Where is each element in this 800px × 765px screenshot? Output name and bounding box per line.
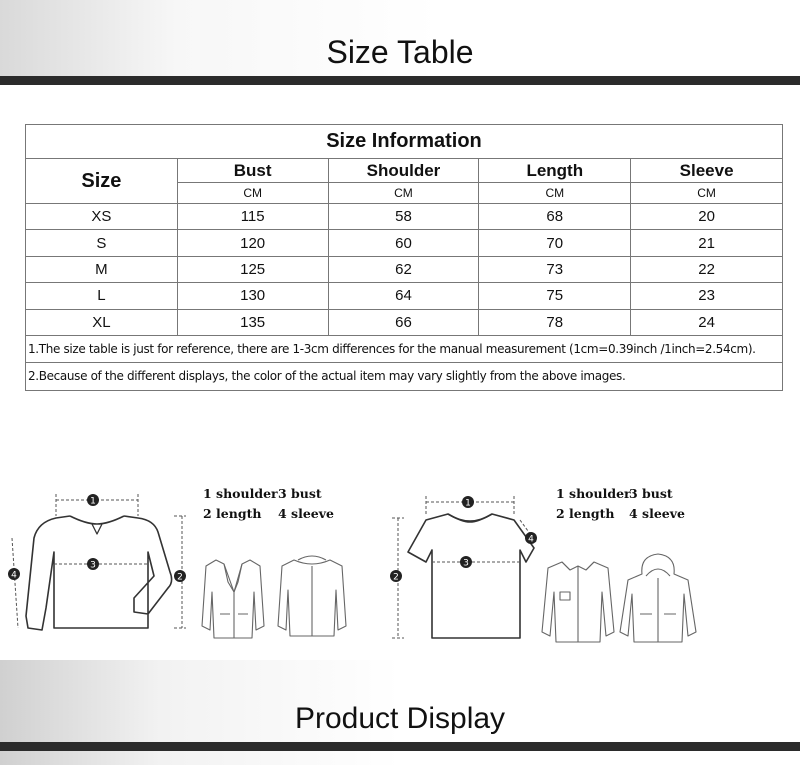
table-row xyxy=(26,204,783,230)
legend-bust: 3 bust xyxy=(629,486,673,501)
cell-sleeve: 20 xyxy=(631,204,783,230)
svg-text:3: 3 xyxy=(463,558,469,569)
table-row xyxy=(26,283,783,309)
legend-bust: 3 bust xyxy=(278,486,322,501)
column-header-length: Length xyxy=(479,159,631,183)
legend-left xyxy=(203,486,343,526)
marker-4 xyxy=(8,568,20,581)
cell-bust: 125 xyxy=(177,256,328,282)
legend-sleeve: 4 sleeve xyxy=(629,506,685,521)
cell-bust: 130 xyxy=(177,283,328,309)
svg-text:1: 1 xyxy=(465,498,471,509)
table-row xyxy=(26,256,783,282)
table-title: Size Information xyxy=(26,125,783,159)
sweater-outline xyxy=(26,516,172,630)
legend-sleeve: 4 sleeve xyxy=(278,506,334,521)
footer-divider xyxy=(0,742,800,751)
unit-bust: CM xyxy=(177,183,328,204)
svg-text:2: 2 xyxy=(177,572,183,583)
cell-shoulder: 58 xyxy=(328,204,479,230)
marker-2 xyxy=(174,570,186,583)
legend-shoulder: 1 shoulder xyxy=(203,486,278,501)
cell-shoulder: 64 xyxy=(328,283,479,309)
cell-size: M xyxy=(26,256,178,282)
legend-length: 2 length xyxy=(203,506,262,521)
unit-length: CM xyxy=(479,183,631,204)
jacket-sketches xyxy=(198,552,348,644)
cell-sleeve: 22 xyxy=(631,256,783,282)
marker-4 xyxy=(525,532,537,545)
legend-shoulder: 1 shoulder xyxy=(556,486,631,501)
table-row xyxy=(26,309,783,335)
cell-bust: 120 xyxy=(177,230,328,256)
sweater-collar xyxy=(70,516,124,524)
cell-length: 75 xyxy=(479,283,631,309)
svg-text:3: 3 xyxy=(90,560,96,571)
size-column-header: Size xyxy=(26,159,178,204)
sleeve-line xyxy=(12,538,18,628)
column-header-row xyxy=(26,159,783,183)
table-row xyxy=(26,230,783,256)
cell-shoulder: 62 xyxy=(328,256,479,282)
section-title: Product Display xyxy=(294,702,506,735)
marker-3 xyxy=(460,556,472,569)
cell-sleeve: 21 xyxy=(631,230,783,256)
marker-1 xyxy=(87,494,99,507)
svg-text:4: 4 xyxy=(11,570,17,581)
cell-length: 70 xyxy=(479,230,631,256)
page-title: Size Table xyxy=(326,34,474,70)
cell-shoulder: 66 xyxy=(328,309,479,335)
note-row xyxy=(26,335,783,362)
legend-right xyxy=(556,486,696,526)
table-title-row xyxy=(26,125,783,159)
cell-sleeve: 24 xyxy=(631,309,783,335)
marker-2 xyxy=(390,570,402,583)
blazer-sketch xyxy=(202,560,264,638)
note-reference: 1.The size table is just for reference, there are 1-3cm differences for the manual measurement (1cm=0.39inch /1inch=2.54cm). xyxy=(26,335,783,362)
unit-sleeve: CM xyxy=(631,183,783,204)
cell-size: XS xyxy=(26,204,178,230)
cell-sleeve: 23 xyxy=(631,283,783,309)
cell-bust: 135 xyxy=(177,309,328,335)
shirt-hoodie-sketches xyxy=(540,552,700,646)
column-header-shoulder: Shoulder xyxy=(328,159,479,183)
svg-text:4: 4 xyxy=(528,534,534,545)
column-header-bust: Bust xyxy=(177,159,328,183)
cell-shoulder: 60 xyxy=(328,230,479,256)
cell-bust: 115 xyxy=(177,204,328,230)
size-table xyxy=(25,124,783,391)
header-divider xyxy=(0,76,800,85)
cell-length: 78 xyxy=(479,309,631,335)
legend-length: 2 length xyxy=(556,506,615,521)
marker-3 xyxy=(87,558,99,571)
cell-size: XL xyxy=(26,309,178,335)
marker-1 xyxy=(462,496,474,509)
sweater-diagram xyxy=(8,488,193,638)
cell-length: 73 xyxy=(479,256,631,282)
note-row xyxy=(26,362,783,390)
unit-shoulder: CM xyxy=(328,183,479,204)
svg-text:1: 1 xyxy=(90,496,96,507)
cell-size: S xyxy=(26,230,178,256)
sweater-placket xyxy=(92,524,102,534)
column-header-sleeve: Sleeve xyxy=(631,159,783,183)
cell-size: L xyxy=(26,283,178,309)
tshirt-diagram xyxy=(386,490,546,640)
cell-length: 68 xyxy=(479,204,631,230)
note-color: 2.Because of the different displays, the color of the actual item may vary slightly from the above images. xyxy=(26,362,783,390)
svg-text:2: 2 xyxy=(393,572,399,583)
tshirt-outline xyxy=(408,514,534,638)
tshirt-collar xyxy=(448,514,492,521)
